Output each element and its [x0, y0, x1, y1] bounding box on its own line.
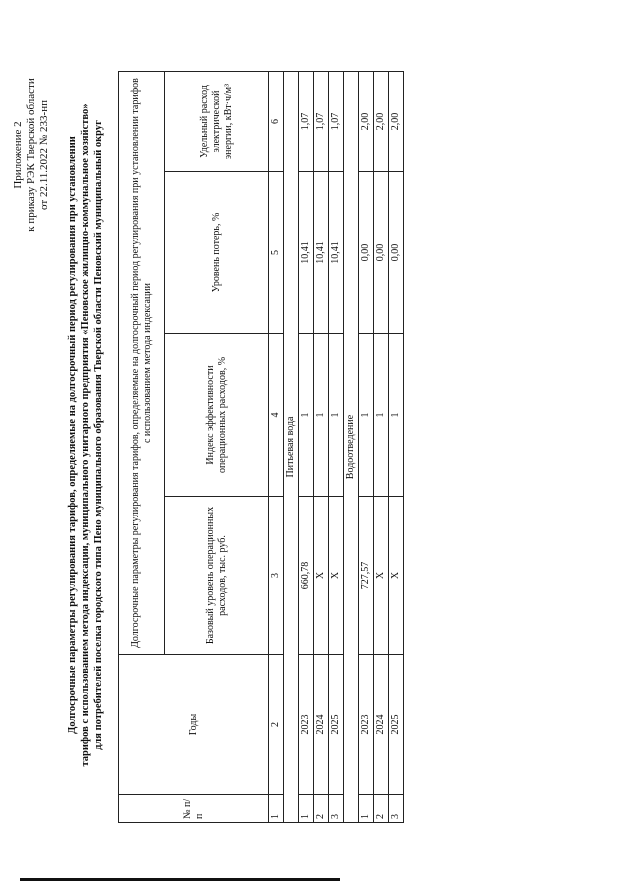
section-row — [284, 72, 299, 823]
header-efficiency-index: Индекс эффективности операционных расходов, % — [165, 334, 269, 497]
cell-loss: 0,00 — [359, 172, 374, 334]
cell-base: Х — [314, 497, 329, 655]
cell-energy: 1,07 — [299, 72, 314, 172]
document-title — [66, 35, 105, 835]
cell-num: 1 — [359, 795, 374, 823]
parameters-table — [118, 71, 404, 823]
header-base-opex: Базовый уровень операционных расходов, тыс. руб. — [165, 497, 269, 655]
cell-num: 2 — [374, 795, 389, 823]
table-row — [389, 72, 404, 823]
header-years: Годы — [119, 655, 269, 795]
cell-year: 2024 — [374, 655, 389, 795]
cell-base: 660,78 — [299, 497, 314, 655]
cell-energy: 2,00 — [389, 72, 404, 172]
cell-loss: 10,41 — [314, 172, 329, 334]
cell-num: 2 — [314, 795, 329, 823]
col-num: 6 — [269, 72, 284, 172]
cell-num: 3 — [389, 795, 404, 823]
col-num: 4 — [269, 334, 284, 497]
header-group: Долгосрочные параметры регулирования тарифов, определяемые на долгосрочный период регулирования при установлении тарифов с использованием метода индексации — [119, 72, 165, 655]
column-number-row — [269, 72, 284, 823]
cell-loss: 10,41 — [329, 172, 344, 334]
cell-index: 1 — [299, 334, 314, 497]
cell-year: 2023 — [299, 655, 314, 795]
cell-energy: 1,07 — [314, 72, 329, 172]
bottom-rule — [20, 878, 340, 881]
col-num: 2 — [269, 655, 284, 795]
cell-loss: 0,00 — [389, 172, 404, 334]
cell-base: Х — [374, 497, 389, 655]
col-num: 3 — [269, 497, 284, 655]
cell-year: 2024 — [314, 655, 329, 795]
title-line-3: для потребителей поселка городского типа Пено муниципального образования Тверской области Пеновский муниципальный округ — [93, 120, 104, 750]
cell-loss: 10,41 — [299, 172, 314, 334]
header-loss-level: Уровень потерь, % — [165, 172, 269, 334]
cell-year: 2025 — [329, 655, 344, 795]
cell-index: 1 — [314, 334, 329, 497]
cell-base: Х — [389, 497, 404, 655]
appendix-line-3: от 22.11.2022 № 233-нп — [38, 100, 50, 210]
cell-index: 1 — [389, 334, 404, 497]
cell-num: 1 — [299, 795, 314, 823]
appendix-block — [12, 5, 51, 305]
header-energy-consumption: Удельный расход электрической энергии, кВт·ч/м³ — [165, 72, 269, 172]
title-line-1: Долгосрочные параметры регулирования тарифов, определяемые на долгосрочный период регулирования при установлении — [67, 136, 78, 734]
table-row — [374, 72, 389, 823]
table-row — [329, 72, 344, 823]
cell-index: 1 — [329, 334, 344, 497]
section-title: Питьевая вода — [284, 72, 299, 823]
section-title: Водоотведение — [344, 72, 359, 823]
table-row — [314, 72, 329, 823]
cell-year: 2025 — [389, 655, 404, 795]
appendix-line-1: Приложение 2 — [12, 121, 24, 189]
cell-year: 2023 — [359, 655, 374, 795]
cell-energy: 1,07 — [329, 72, 344, 172]
cell-base: Х — [329, 497, 344, 655]
cell-index: 1 — [374, 334, 389, 497]
col-num: 1 — [269, 795, 284, 823]
table-row — [299, 72, 314, 823]
cell-index: 1 — [359, 334, 374, 497]
cell-num: 3 — [329, 795, 344, 823]
cell-base: 727,57 — [359, 497, 374, 655]
appendix-line-2: к приказу РЭК Тверской области — [25, 78, 37, 232]
title-line-2: тарифов с использованием метода индексации, муниципального унитарного предприятия «Пеновское жилищно-коммунальное хозяйство» — [80, 103, 91, 767]
cell-energy: 2,00 — [359, 72, 374, 172]
col-num: 5 — [269, 172, 284, 334]
header-num: № п/п — [119, 795, 269, 823]
cell-loss: 0,00 — [374, 172, 389, 334]
table-row — [359, 72, 374, 823]
cell-energy: 2,00 — [374, 72, 389, 172]
section-row — [344, 72, 359, 823]
table-header-row-1 — [119, 72, 165, 823]
